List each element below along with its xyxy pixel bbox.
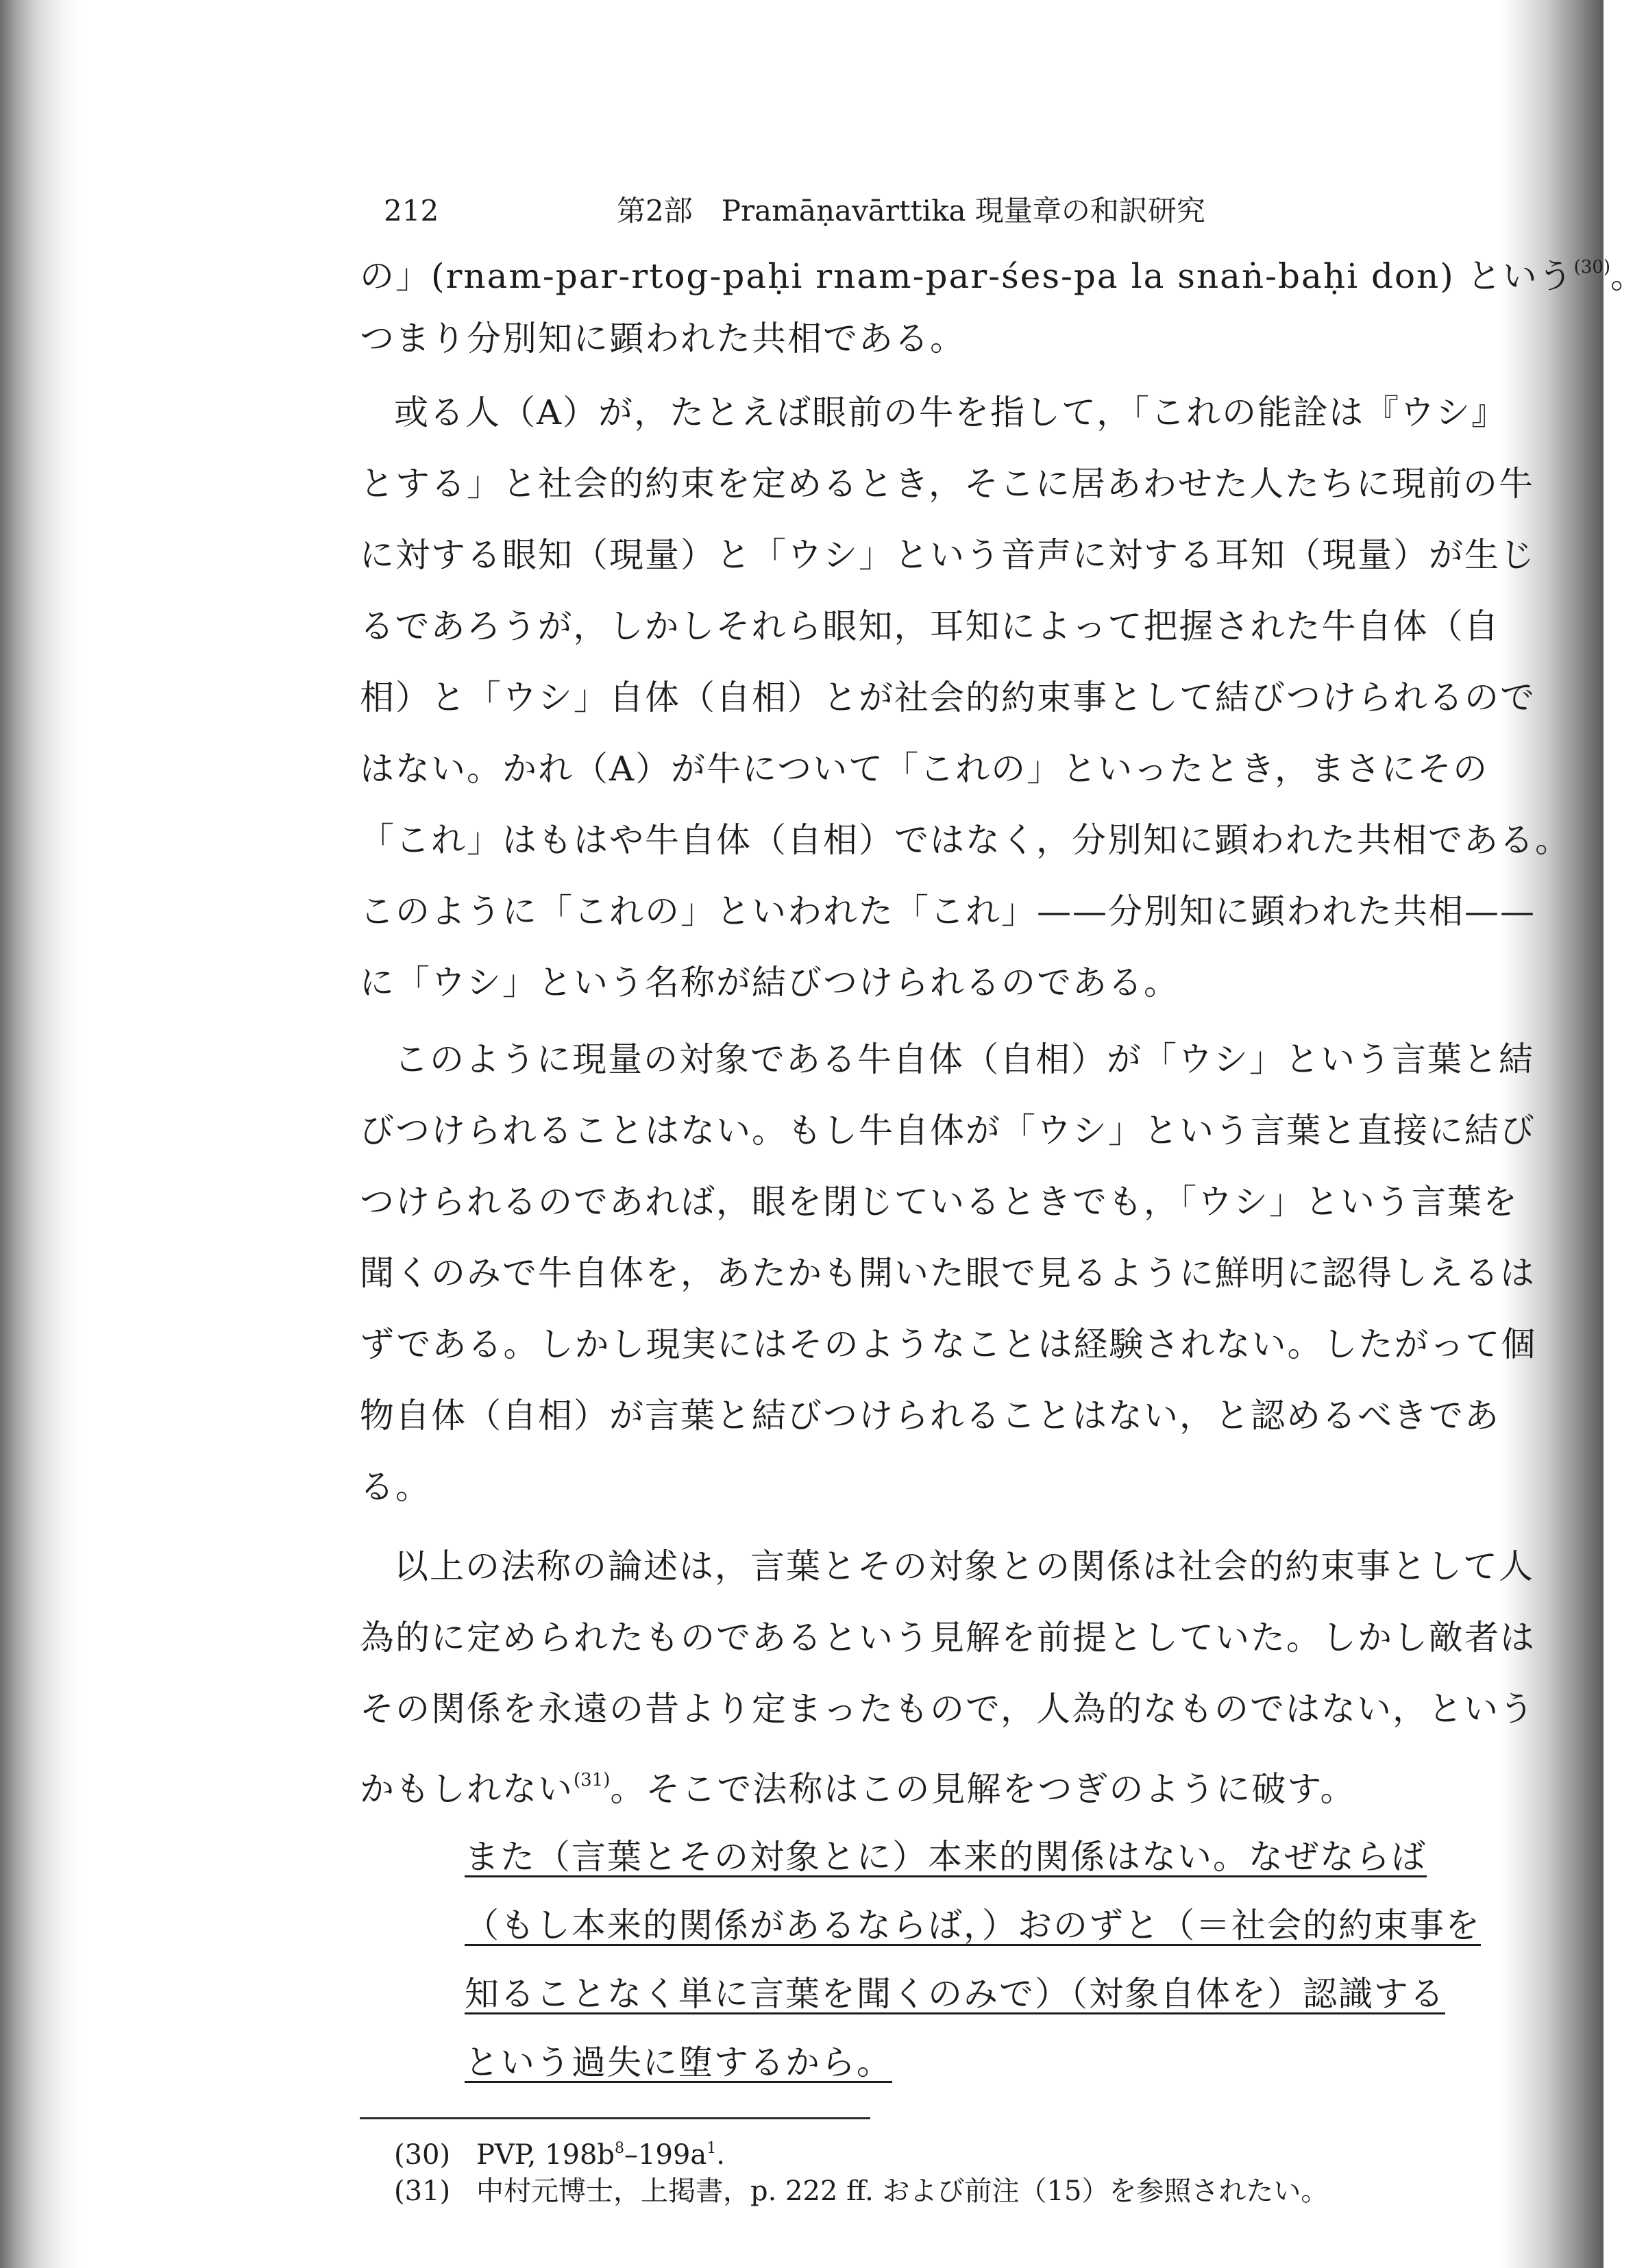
footnote-number: (31) xyxy=(394,2175,451,2207)
paragraph-start: このように現量の対象である牛自体（自相）が「ウシ」という言葉と結 xyxy=(394,1039,1534,1079)
footnote-ref: (30) xyxy=(1573,257,1611,278)
body-line: 為的に定められたものであるという見解を前提としていた。しかし敵者は xyxy=(360,1618,1536,1657)
body-line: 相）と「ウシ」自体（自相）とが社会的約束事として結びつけられるので xyxy=(360,678,1536,717)
body-line: る。 xyxy=(360,1467,431,1507)
body-line: はない。かれ（A）が牛について「これの」といったとき，まさにその xyxy=(360,749,1489,789)
body-line: その関係を永遠の昔より定まったもので，人為的なものではない，という xyxy=(360,1689,1535,1729)
paragraph-start: 以上の法称の論述は，言葉とその対象との関係は社会的約束事として人 xyxy=(394,1546,1534,1586)
paragraph-start: 或る人（A）が，たとえば眼前の牛を指して，「これの能詮は『ウシ』 xyxy=(394,393,1508,432)
body-line: に「ウシ」という名称が結びつけられるのである。 xyxy=(360,963,1179,1002)
footnote-ref: (31) xyxy=(574,1770,611,1790)
footnote-text: –199a xyxy=(624,2139,707,2171)
body-line: びつけられることはない。もし牛自体が「ウシ」という言葉と直接に結び xyxy=(360,1111,1536,1150)
body-line: このように「これの」といわれた「これ」——分別知に顕われた共相—— xyxy=(360,891,1536,931)
body-line: とする」と社会的約束を定めるとき，そこに居あわせた人たちに現前の牛 xyxy=(360,464,1534,504)
body-line: に対する眼知（現量）と「ウシ」という音声に対する耳知（現量）が生じ xyxy=(360,535,1536,575)
footnote xyxy=(394,2128,725,2169)
body-line: つけられるのであれば，眼を閉じているときでも，「ウシ」という言葉を xyxy=(360,1182,1519,1222)
quote-line: 知ることなく単に言葉を聞くのみで）（対象自体を）認識する xyxy=(465,1974,1445,2014)
body-line: 物自体（自相）が言葉と結びつけられることはない，と認めるべきであ xyxy=(360,1396,1500,1435)
body-line: かもしれない$^{(31)}$。そこで法称はこの見解をつぎのように破す。 xyxy=(360,1769,1356,1809)
body-line: の」(rnam-par-rtog-paḥi rnam-par-śes-pa la snaṅ-baḥi don) という$^{(30)}$。 xyxy=(360,256,1646,296)
running-header xyxy=(360,184,1456,238)
running-title: 第2部 Pramāṇavārttika 現量章の和訳研究 xyxy=(617,194,1205,227)
body-line: るであろうが，しかしそれら眼知，耳知によって把握された牛自体（自 xyxy=(360,606,1500,646)
footnote-text: . xyxy=(716,2139,725,2171)
footnote xyxy=(394,2171,1328,2212)
footnote-rule xyxy=(360,2117,870,2119)
footnote-number: (30) xyxy=(394,2139,451,2171)
page-number: 212 xyxy=(384,194,439,227)
footnote-superscript: 1 xyxy=(707,2140,717,2157)
body-line: ずである。しかし現実にはそのようなことは経験されない。したがって個 xyxy=(360,1324,1537,1364)
quote-line: また（言葉とその対象とに）本来的関係はない。なぜならば xyxy=(465,1837,1427,1877)
footnote-text: 中村元博士，上掲書，p. 222 ff. および前注（15）を参照されたい。 xyxy=(476,2175,1329,2207)
quote-line: （もし本来的関係があるならば，）おのずと（＝社会的約束事を xyxy=(465,1906,1481,1945)
footnote-superscript: 8 xyxy=(615,2140,624,2157)
body-line: つまり分別知に顕われた共相である。 xyxy=(360,319,966,358)
quote-line: という過失に堕するから。 xyxy=(465,2043,892,2082)
body-line: 「これ」はもはや牛自体（自相）ではなく，分別知に顕われた共相である。 xyxy=(360,820,1571,860)
footnote-text: PVP, 198b xyxy=(476,2139,615,2171)
body-line: 聞くのみで牛自体を，あたかも開いた眼で見るように鮮明に認得しえるは xyxy=(360,1253,1536,1293)
